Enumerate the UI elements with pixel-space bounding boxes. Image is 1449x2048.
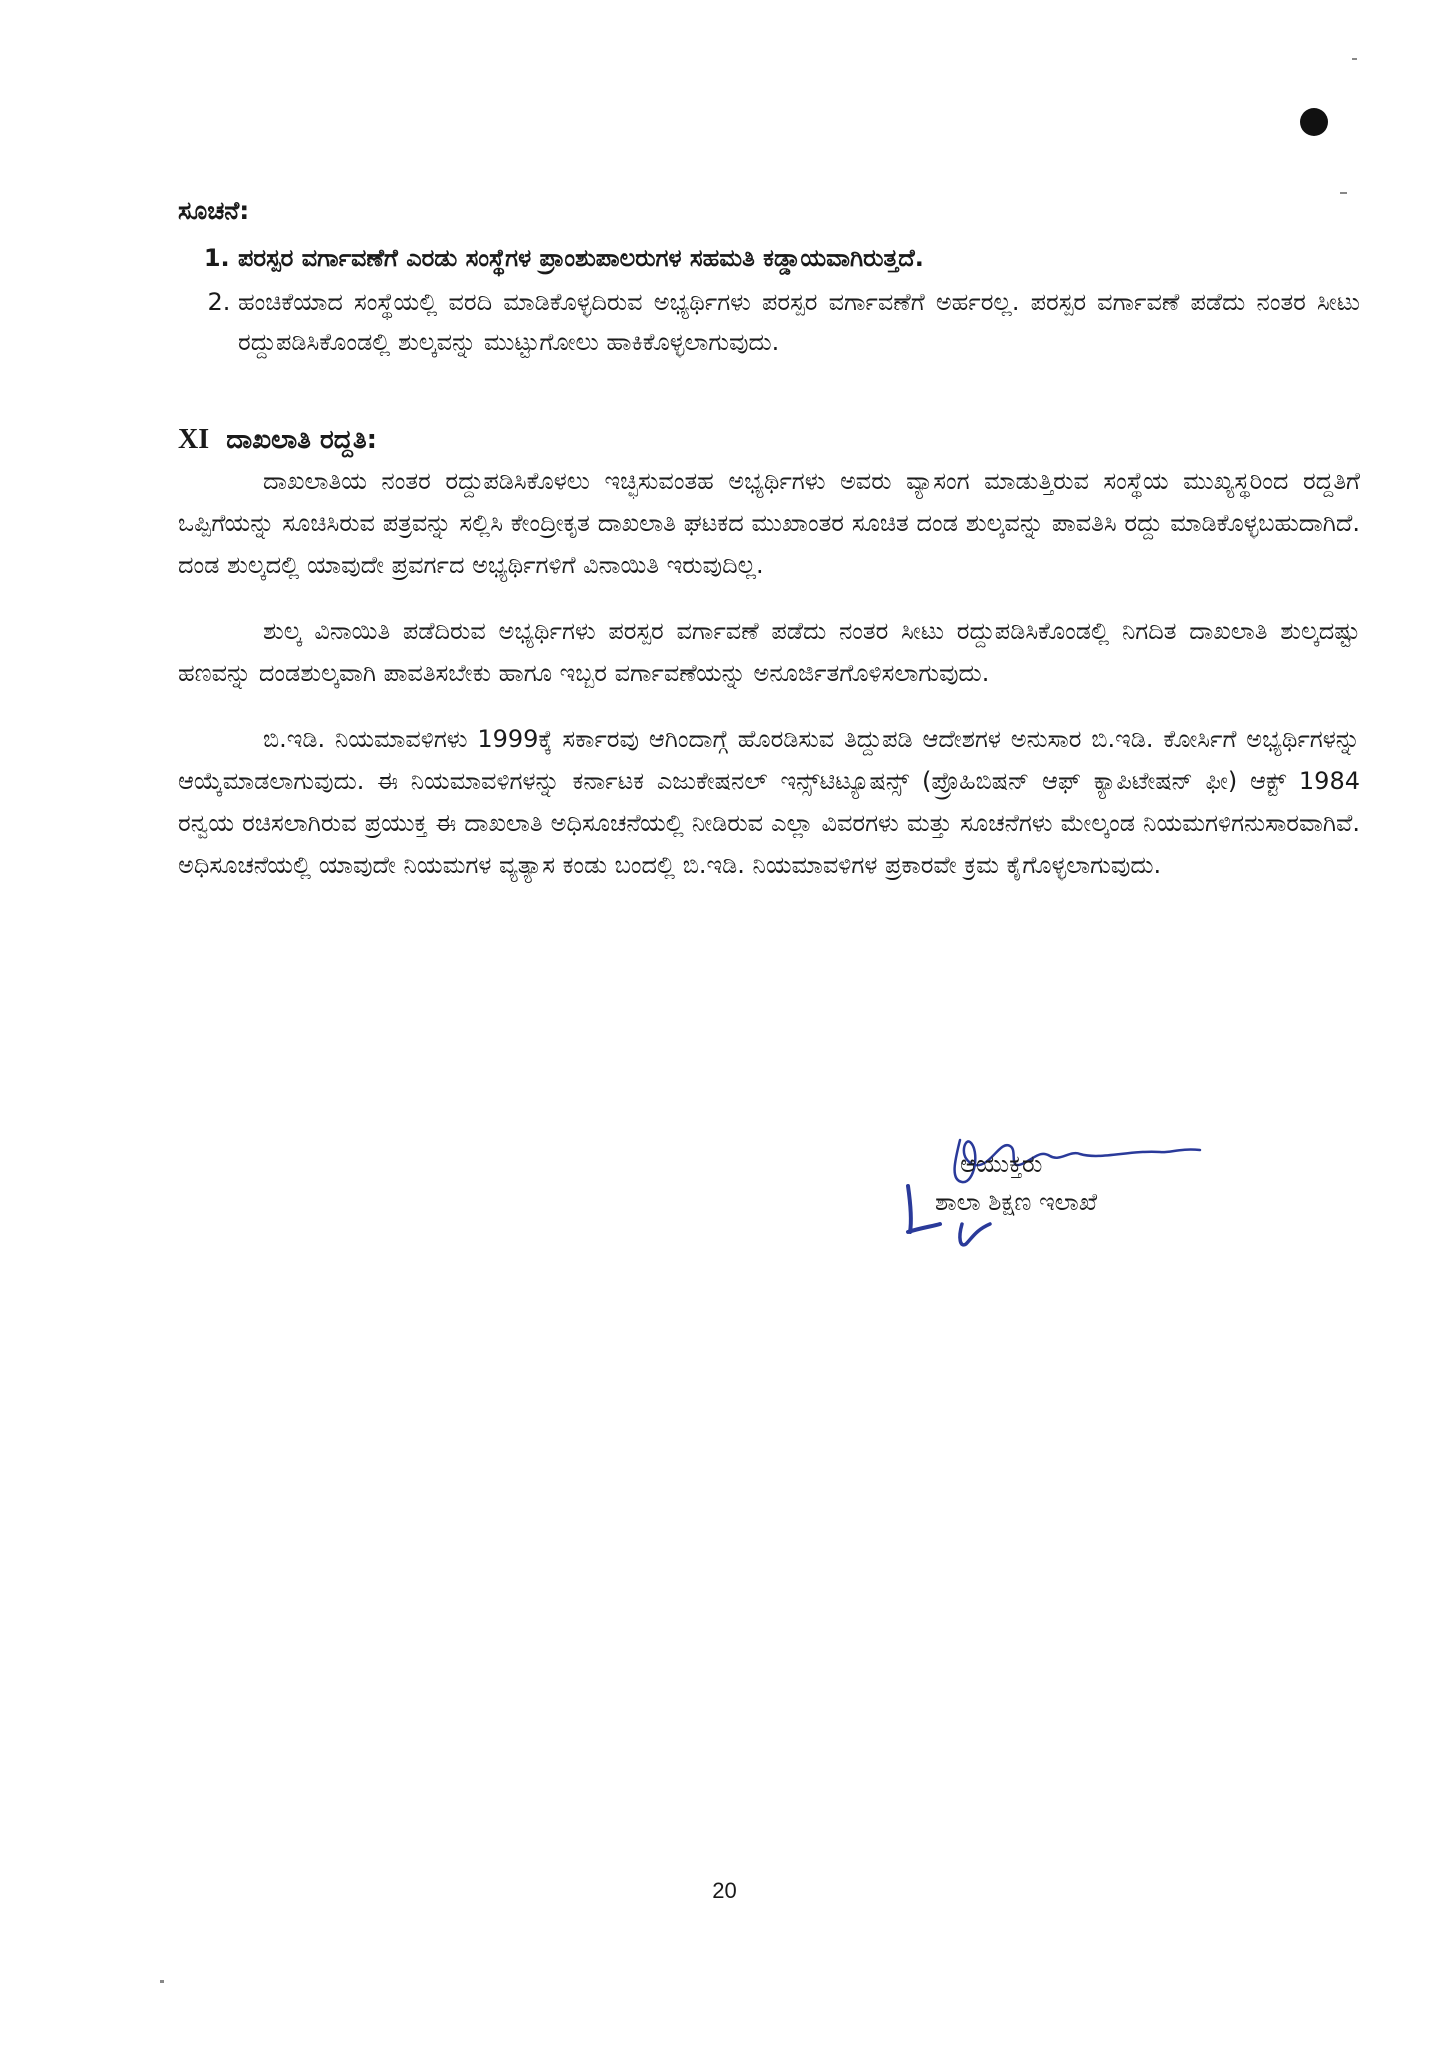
paragraph: ಶುಲ್ಕ ವಿನಾಯಿತಿ ಪಡೆದಿರುವ ಅಭ್ಯರ್ಥಿಗಳು ಪರಸ್ಪರ ವರ್ಗಾವಣೆ ಪಡೆದು ನಂತರ ಸೀಟು ರದ್ದುಪಡಿಸಿಕೊಂಡಲ್ಲಿ ನಿಗದಿತ ದಾಖಲಾತಿ ಶುಲ್ಕದಷ್ಟು ಹಣವನ್ನು ದಂಡಶುಲ್ಕವಾಗಿ ಪಾವತಿಸಬೇಕು ಹಾಗೂ ಇಬ್ಬರ ವರ್ಗಾವಣೆಯನ್ನು ಅನೂರ್ಜಿತಗೊಳಿಸಲಾಗುವುದು. bbox=[178, 617, 1360, 687]
scan-speck bbox=[1352, 58, 1357, 60]
punch-hole-mark bbox=[1300, 108, 1328, 136]
section-heading bbox=[178, 420, 1360, 460]
scan-speck bbox=[160, 1980, 164, 1983]
notes-list bbox=[178, 238, 1360, 362]
section-number: XI bbox=[178, 424, 210, 455]
notes-label: ಸೂಚನೆ: bbox=[178, 196, 250, 225]
signatory-department: ಶಾಲಾ ಶಿಕ್ಷಣ ಇಲಾಖೆ bbox=[935, 1188, 1098, 1216]
handwritten-signature bbox=[900, 1120, 1220, 1250]
signatory-title: ಆಯುಕ್ತರು bbox=[960, 1150, 1043, 1178]
paragraph: ಬಿ.ಇಡಿ. ನಿಯಮಾವಳಿಗಳು 1999ಕ್ಕೆ ಸರ್ಕಾರವು ಆಗಿಂದಾಗ್ಗೆ ಹೊರಡಿಸುವ ತಿದ್ದುಪಡಿ ಆದೇಶಗಳ ಅನುಸಾರ ಬಿ.ಇಡಿ. ಕೋರ್ಸಿಗೆ ಅಭ್ಯರ್ಥಿಗಳನ್ನು ಆಯ್ಕೆಮಾಡಲಾಗುವುದು. ಈ ನಿಯಮಾವಳಿಗಳನ್ನು ಕರ್ನಾಟಕ ಎಜುಕೇಷನಲ್ ಇನ್ಸ್‌ಟಿಟ್ಯೂಷನ್ಸ್ (ಪ್ರೊಹಿಬಿಷನ್ ಆಫ್ ಕ್ಯಾಪಿಟೇಷನ್ ಫೀ) ಆಕ್ಟ್ 1984 ರನ್ವಯ ರಚಿಸಲಾಗಿರುವ ಪ್ರಯುಕ್ತ ಈ ದಾಖಲಾತಿ ಅಧಿಸೂಚನೆಯಲ್ಲಿ ನೀಡಿರುವ ಎಲ್ಲಾ ವಿವರಗಳು ಮತ್ತು ಸೂಚನೆಗಳು ಮೇಲ್ಕಂಡ ನಿಯಮಗಳಿಗನುಸಾರವಾಗಿವೆ. ಅಧಿಸೂಚನೆಯಲ್ಲಿ ಯಾವುದೇ ನಿಯಮಗಳ ವ್ಯತ್ಯಾಸ ಕಂಡು ಬಂದಲ್ಲಿ ಬಿ.ಇಡಿ. ನಿಯಮಾವಳಿಗಳ ಪ್ರಕಾರವೇ ಕ್ರಮ ಕೈಗೊಳ್ಳಲಾಗುವುದು. bbox=[178, 725, 1360, 879]
page-number: 20 bbox=[712, 1878, 737, 1903]
document-body bbox=[178, 196, 1360, 886]
note-item: 1. ಪರಸ್ಪರ ವರ್ಗಾವಣೆಗೆ ಎರಡು ಸಂಸ್ಥೆಗಳ ಪ್ರಾಂಶುಪಾಲರುಗಳ ಸಹಮತಿ ಕಡ್ಡಾಯವಾಗಿರುತ್ತದೆ. bbox=[238, 238, 1360, 278]
scan-speck bbox=[1340, 192, 1347, 194]
note-item: 2. ಹಂಚಿಕೆಯಾದ ಸಂಸ್ಥೆಯಲ್ಲಿ ವರದಿ ಮಾಡಿಕೊಳ್ಳದಿರುವ ಅಭ್ಯರ್ಥಿಗಳು ಪರಸ್ಪರ ವರ್ಗಾವಣೆಗೆ ಅರ್ಹರಲ್ಲ. ಪರಸ್ಪರ ವರ್ಗಾವಣೆ ಪಡೆದು ನಂತರ ಸೀಟು ರದ್ದುಪಡಿಸಿಕೊಂಡಲ್ಲಿ ಶುಲ್ಕವನ್ನು ಮುಟ್ಟುಗೋಲು ಹಾಕಿಕೊಳ್ಳಲಾಗುವುದು. bbox=[238, 282, 1360, 362]
paragraph: ದಾಖಲಾತಿಯ ನಂತರ ರದ್ದುಪಡಿಸಿಕೊಳಲು ಇಚ್ಛಿಸುವಂತಹ ಅಭ್ಯರ್ಥಿಗಳು ಅವರು ವ್ಯಾಸಂಗ ಮಾಡುತ್ತಿರುವ ಸಂಸ್ಥೆಯ ಮುಖ್ಯಸ್ಥರಿಂದ ರದ್ದತಿಗೆ ಒಪ್ಪಿಗೆಯನ್ನು ಸೂಚಿಸಿರುವ ಪತ್ರವನ್ನು ಸಲ್ಲಿಸಿ ಕೇಂದ್ರೀಕೃತ ದಾಖಲಾತಿ ಘಟಕದ ಮುಖಾಂತರ ಸೂಚಿತ ದಂಡ ಶುಲ್ಕವನ್ನು ಪಾವತಿಸಿ ರದ್ದು ಮಾಡಿಕೊಳ್ಳಬಹುದಾಗಿದೆ. ದಂಡ ಶುಲ್ಕದಲ್ಲಿ ಯಾವುದೇ ಪ್ರವರ್ಗದ ಅಭ್ಯರ್ಥಿಗಳಿಗೆ ವಿನಾಯಿತಿ ಇರುವುದಿಲ್ಲ. bbox=[178, 467, 1360, 579]
section-title: ದಾಖಲಾತಿ ರದ್ದತಿ: bbox=[226, 425, 378, 455]
